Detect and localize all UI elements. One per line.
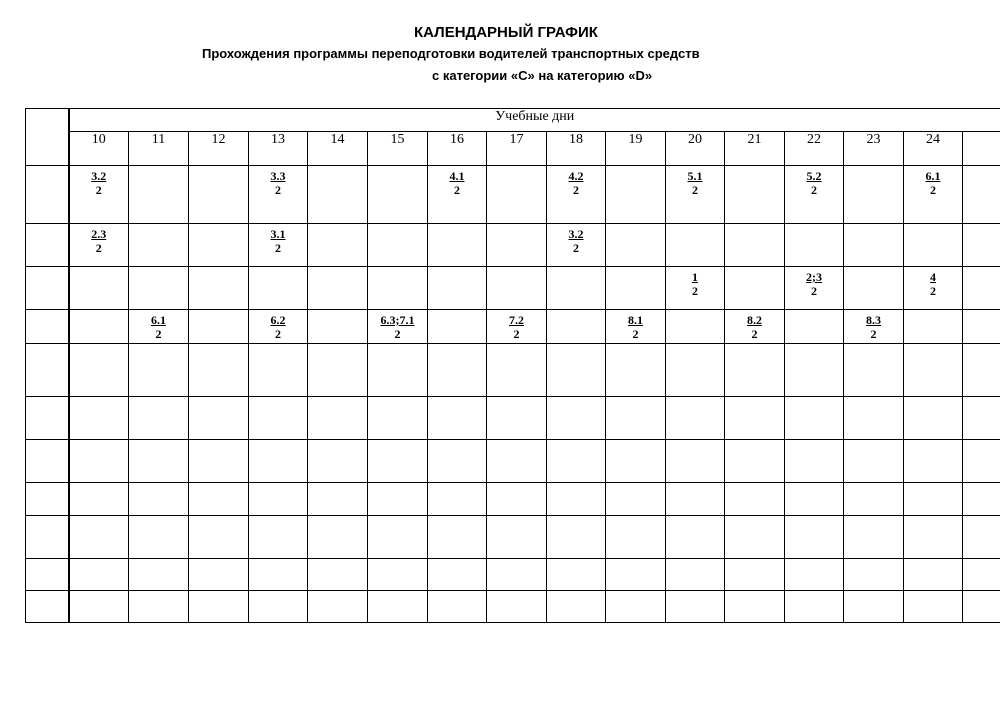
schedule-cell — [904, 440, 963, 483]
schedule-cell — [547, 483, 606, 516]
schedule-cell — [785, 516, 844, 559]
day-header-cell: 20 — [666, 132, 725, 166]
schedule-cell — [606, 224, 666, 267]
schedule-cell — [189, 559, 249, 591]
row-label-cell — [26, 310, 69, 344]
schedule-cell — [69, 310, 129, 344]
schedule-cell — [189, 516, 249, 559]
schedule-cell — [308, 224, 368, 267]
schedule-cell — [428, 483, 487, 516]
schedule-cell — [666, 397, 725, 440]
schedule-cell — [368, 440, 428, 483]
schedule-cell — [785, 483, 844, 516]
schedule-cell — [308, 267, 368, 310]
lesson-fraction — [806, 270, 822, 298]
schedule-cell — [963, 267, 1000, 310]
schedule-cell — [368, 483, 428, 516]
row-label-cell — [26, 559, 69, 591]
lesson-topic: 1 — [692, 270, 698, 284]
schedule-cell — [904, 516, 963, 559]
schedule-cell — [963, 516, 1000, 559]
lesson-hours: 2 — [692, 183, 698, 197]
schedule-cell — [249, 516, 308, 559]
schedule-cell — [368, 166, 428, 224]
lesson-fraction — [692, 270, 698, 298]
lesson-topic: 3.2 — [91, 169, 107, 183]
lesson-fraction — [926, 169, 941, 197]
lesson-fraction — [930, 270, 936, 298]
schedule-cell — [308, 516, 368, 559]
schedule-cell — [487, 267, 547, 310]
schedule-cell — [666, 267, 725, 310]
lesson-hours: 2 — [95, 183, 102, 197]
schedule-cell — [963, 224, 1000, 267]
schedule-cell — [487, 310, 547, 344]
schedule-cell — [785, 440, 844, 483]
lesson-topic: 2;3 — [806, 270, 822, 284]
lesson-topic: 8.3 — [866, 313, 881, 327]
schedule-cell — [487, 591, 547, 623]
schedule-cell — [487, 440, 547, 483]
schedule-cell — [963, 310, 1000, 344]
schedule-cell — [666, 344, 725, 397]
lesson-topic: 4.1 — [449, 169, 465, 183]
day-header-cell: 15 — [368, 132, 428, 166]
lesson-hours: 2 — [155, 327, 162, 341]
schedule-cell — [725, 397, 785, 440]
schedule-cell — [725, 516, 785, 559]
lesson-fraction — [807, 169, 822, 197]
schedule-cell — [487, 224, 547, 267]
table-group-header-row — [26, 109, 1000, 132]
day-header-cell: 23 — [844, 132, 904, 166]
schedule-cell — [129, 516, 189, 559]
schedule-cell — [785, 310, 844, 344]
schedule-cell — [725, 267, 785, 310]
schedule-cell — [547, 310, 606, 344]
schedule-cell — [308, 344, 368, 397]
schedule-cell — [725, 224, 785, 267]
schedule-cell — [785, 559, 844, 591]
schedule-cell — [606, 267, 666, 310]
schedule-cell — [666, 516, 725, 559]
schedule-cell — [189, 591, 249, 623]
schedule-cell — [547, 559, 606, 591]
lesson-topic: 2.3 — [91, 227, 107, 241]
schedule-cell — [844, 440, 904, 483]
schedule-cell — [785, 344, 844, 397]
day-header-cell: 22 — [785, 132, 844, 166]
lesson-topic: 4 — [930, 270, 936, 284]
schedule-cell — [69, 397, 129, 440]
schedule-cell — [963, 344, 1000, 397]
lesson-fraction — [747, 313, 762, 341]
lesson-topic: 4.2 — [568, 169, 584, 183]
schedule-cell — [666, 483, 725, 516]
schedule-cell — [69, 344, 129, 397]
table-row — [26, 483, 1000, 516]
schedule-cell — [547, 440, 606, 483]
lesson-fraction — [569, 227, 584, 255]
schedule-cell — [69, 166, 129, 224]
lesson-hours: 2 — [930, 183, 936, 197]
lesson-fraction — [91, 227, 106, 255]
schedule-cell — [129, 344, 189, 397]
schedule-cell — [666, 559, 725, 591]
schedule-cell — [69, 267, 129, 310]
schedule-cell — [308, 166, 368, 224]
schedule-cell — [547, 166, 606, 224]
schedule-cell — [844, 344, 904, 397]
schedule-cell — [249, 166, 308, 224]
schedule-cell — [844, 397, 904, 440]
lesson-topic: 3.2 — [568, 227, 584, 241]
schedule-cell — [547, 516, 606, 559]
schedule-cell — [904, 166, 963, 224]
schedule-cell — [606, 310, 666, 344]
schedule-cell — [547, 591, 606, 623]
lesson-fraction — [151, 313, 166, 341]
schedule-cell — [189, 224, 249, 267]
schedule-cell — [547, 344, 606, 397]
table-row — [26, 267, 1000, 310]
lesson-topic: 3.1 — [270, 227, 286, 241]
schedule-cell — [129, 224, 189, 267]
schedule-cell — [487, 344, 547, 397]
schedule-cell — [189, 344, 249, 397]
lesson-topic: 3.3 — [270, 169, 286, 183]
lesson-hours: 2 — [751, 327, 758, 341]
row-label-cell — [26, 267, 69, 310]
lesson-hours: 2 — [811, 183, 817, 197]
table-row — [26, 559, 1000, 591]
table-row — [26, 166, 1000, 224]
schedule-cell — [368, 344, 428, 397]
schedule-cell — [666, 310, 725, 344]
schedule-cell — [725, 440, 785, 483]
schedule-cell — [487, 397, 547, 440]
lesson-topic: 6.1 — [925, 169, 941, 183]
lesson-hours: 2 — [573, 241, 579, 255]
schedule-cell — [963, 559, 1000, 591]
schedule-cell — [785, 224, 844, 267]
lesson-topic: 5.1 — [687, 169, 703, 183]
lesson-hours: 2 — [930, 284, 936, 298]
schedule-cell — [69, 440, 129, 483]
schedule-cell — [428, 344, 487, 397]
lesson-hours: 2 — [275, 241, 281, 255]
schedule-cell — [844, 559, 904, 591]
corner-cell — [26, 109, 69, 166]
schedule-cell — [189, 483, 249, 516]
lesson-hours: 2 — [692, 284, 698, 298]
day-header-cell: 12 — [189, 132, 249, 166]
lesson-fraction — [688, 169, 703, 197]
schedule-table — [25, 108, 1000, 623]
day-header-cell: 11 — [129, 132, 189, 166]
schedule-cell — [308, 483, 368, 516]
day-header-cell: 10 — [69, 132, 129, 166]
table-row — [26, 591, 1000, 623]
schedule-cell — [904, 310, 963, 344]
document-title: КАЛЕНДАРНЫЙ ГРАФИК — [414, 24, 598, 41]
schedule-cell — [249, 591, 308, 623]
lesson-topic: 5.2 — [806, 169, 822, 183]
lesson-hours: 2 — [513, 327, 520, 341]
schedule-cell — [487, 559, 547, 591]
schedule-cell — [606, 559, 666, 591]
schedule-cell — [368, 397, 428, 440]
schedule-cell — [249, 224, 308, 267]
schedule-cell — [725, 591, 785, 623]
schedule-cell — [606, 591, 666, 623]
day-header-cell: 16 — [428, 132, 487, 166]
schedule-cell — [606, 166, 666, 224]
lesson-hours: 2 — [811, 284, 817, 298]
row-label-cell — [26, 591, 69, 623]
row-label-cell — [26, 397, 69, 440]
day-header-cell: 17 — [487, 132, 547, 166]
lesson-fraction — [450, 169, 465, 197]
schedule-cell — [249, 267, 308, 310]
schedule-cell — [428, 166, 487, 224]
schedule-cell — [666, 224, 725, 267]
schedule-cell — [428, 397, 487, 440]
lesson-fraction — [381, 313, 415, 341]
table-row — [26, 440, 1000, 483]
schedule-cell — [69, 224, 129, 267]
schedule-cell — [725, 166, 785, 224]
schedule-cell — [249, 483, 308, 516]
schedule-cell — [129, 397, 189, 440]
schedule-cell — [129, 591, 189, 623]
schedule-cell — [189, 397, 249, 440]
schedule-cell — [844, 591, 904, 623]
table-days-row — [26, 132, 1000, 166]
schedule-cell — [725, 483, 785, 516]
lesson-topic: 6.3;7.1 — [380, 313, 415, 327]
schedule-cell — [308, 310, 368, 344]
schedule-cell — [368, 559, 428, 591]
schedule-cell — [129, 483, 189, 516]
lesson-fraction — [271, 169, 286, 197]
schedule-cell — [428, 267, 487, 310]
lesson-fraction — [509, 313, 524, 341]
schedule-cell — [725, 559, 785, 591]
schedule-cell — [606, 440, 666, 483]
schedule-cell — [129, 310, 189, 344]
schedule-cell — [249, 344, 308, 397]
schedule-cell — [69, 483, 129, 516]
schedule-cell — [785, 267, 844, 310]
schedule-cell — [666, 591, 725, 623]
schedule-cell — [428, 310, 487, 344]
schedule-cell — [129, 267, 189, 310]
schedule-cell — [904, 483, 963, 516]
lesson-hours: 2 — [573, 183, 579, 197]
schedule-cell — [963, 591, 1000, 623]
schedule-cell — [547, 224, 606, 267]
lesson-fraction — [271, 227, 286, 255]
lesson-fraction — [628, 313, 643, 341]
schedule-cell — [249, 397, 308, 440]
schedule-cell — [249, 440, 308, 483]
schedule-cell — [308, 397, 368, 440]
schedule-cell — [487, 483, 547, 516]
schedule-cell — [428, 516, 487, 559]
row-label-cell — [26, 440, 69, 483]
schedule-cell — [725, 344, 785, 397]
schedule-cell — [428, 440, 487, 483]
schedule-cell — [368, 591, 428, 623]
schedule-cell — [368, 310, 428, 344]
schedule-cell — [69, 591, 129, 623]
lesson-hours: 2 — [95, 241, 102, 255]
schedule-cell — [606, 483, 666, 516]
table-row — [26, 516, 1000, 559]
lesson-hours: 2 — [275, 183, 281, 197]
schedule-cell — [428, 559, 487, 591]
row-label-cell — [26, 344, 69, 397]
schedule-cell — [844, 516, 904, 559]
day-header-cell: 19 — [606, 132, 666, 166]
lesson-hours: 2 — [275, 327, 281, 341]
schedule-cell — [904, 559, 963, 591]
schedule-cell — [606, 516, 666, 559]
lesson-topic: 8.1 — [628, 313, 643, 327]
schedule-cell — [844, 310, 904, 344]
schedule-cell — [368, 224, 428, 267]
schedule-cell — [963, 166, 1000, 224]
lesson-fraction — [569, 169, 584, 197]
lesson-hours: 2 — [870, 327, 877, 341]
schedule-cell — [129, 440, 189, 483]
schedule-cell — [904, 267, 963, 310]
lesson-topic: 7.2 — [509, 313, 524, 327]
schedule-cell — [308, 591, 368, 623]
day-header-cell: 14 — [308, 132, 368, 166]
schedule-cell — [487, 516, 547, 559]
schedule-cell — [904, 397, 963, 440]
schedule-cell — [666, 440, 725, 483]
lesson-topic: 8.2 — [747, 313, 762, 327]
schedule-cell — [785, 591, 844, 623]
lesson-fraction — [271, 313, 286, 341]
lesson-topic: 6.2 — [270, 313, 286, 327]
schedule-cell — [189, 440, 249, 483]
lesson-topic: 6.1 — [151, 313, 166, 327]
schedule-cell — [69, 559, 129, 591]
row-label-cell — [26, 224, 69, 267]
schedule-cell — [547, 267, 606, 310]
schedule-cell — [547, 397, 606, 440]
schedule-cell — [963, 483, 1000, 516]
day-header-cell: 13 — [249, 132, 308, 166]
document-subtitle-2: с категории «С» на категорию «D» — [432, 68, 653, 83]
schedule-cell — [189, 166, 249, 224]
schedule-cell — [606, 397, 666, 440]
day-header-cell: 21 — [725, 132, 785, 166]
schedule-cell — [785, 397, 844, 440]
lesson-fraction — [91, 169, 106, 197]
schedule-cell — [963, 397, 1000, 440]
row-label-cell — [26, 516, 69, 559]
day-header-cell — [963, 132, 1000, 166]
schedule-cell — [69, 516, 129, 559]
schedule-cell — [904, 591, 963, 623]
schedule-cell — [189, 267, 249, 310]
schedule-cell — [725, 310, 785, 344]
study-days-header: Учебные дни — [69, 109, 1000, 132]
document-header — [0, 0, 1000, 110]
day-header-cell: 18 — [547, 132, 606, 166]
schedule-cell — [844, 267, 904, 310]
lesson-hours: 2 — [632, 327, 639, 341]
schedule-cell — [963, 440, 1000, 483]
schedule-cell — [666, 166, 725, 224]
schedule-cell — [844, 483, 904, 516]
row-label-cell — [26, 483, 69, 516]
schedule-cell — [904, 344, 963, 397]
schedule-cell — [487, 166, 547, 224]
document-subtitle: Прохождения программы переподготовки водителей транспортных средств — [202, 46, 700, 61]
schedule-cell — [249, 559, 308, 591]
schedule-cell — [249, 310, 308, 344]
schedule-cell — [129, 166, 189, 224]
schedule-cell — [904, 224, 963, 267]
schedule-cell — [189, 310, 249, 344]
lesson-fraction — [866, 313, 881, 341]
schedule-cell — [844, 166, 904, 224]
schedule-cell — [785, 166, 844, 224]
schedule-cell — [844, 224, 904, 267]
lesson-hours: 2 — [454, 183, 460, 197]
schedule-cell — [428, 591, 487, 623]
table-row — [26, 224, 1000, 267]
table-row — [26, 310, 1000, 344]
table-row — [26, 344, 1000, 397]
table-row — [26, 397, 1000, 440]
schedule-cell — [308, 440, 368, 483]
schedule-cell — [428, 224, 487, 267]
day-header-cell: 24 — [904, 132, 963, 166]
schedule-cell — [606, 344, 666, 397]
schedule-cell — [308, 559, 368, 591]
row-label-cell — [26, 166, 69, 224]
schedule-cell — [368, 267, 428, 310]
schedule-cell — [129, 559, 189, 591]
lesson-hours: 2 — [394, 327, 401, 341]
schedule-cell — [368, 516, 428, 559]
